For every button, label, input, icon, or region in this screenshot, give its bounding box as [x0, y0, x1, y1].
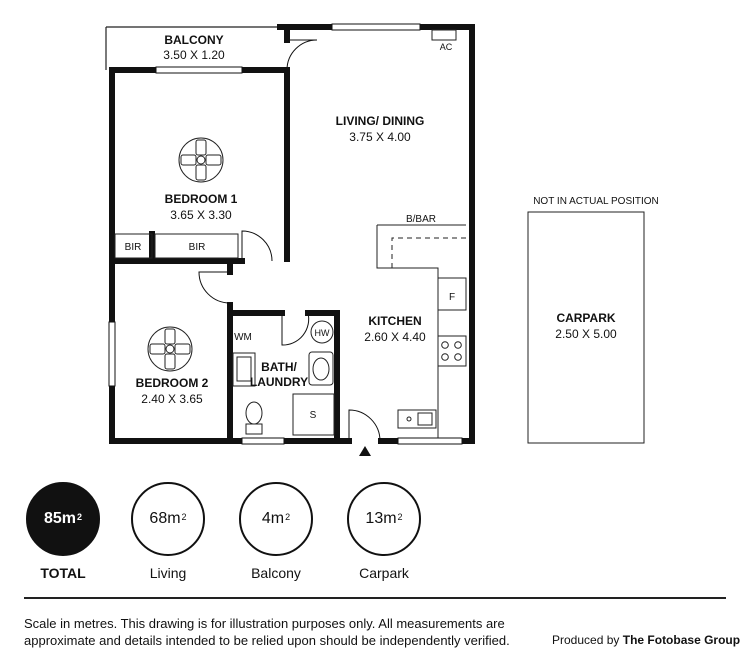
carpark-note: NOT IN ACTUAL POSITION	[533, 196, 659, 207]
stat-total-label: TOTAL	[40, 565, 86, 581]
living-name: LIVING/ DINING	[335, 114, 425, 128]
ceiling-fan-icon	[148, 327, 192, 371]
wm-label: WM	[234, 332, 252, 343]
ac-unit	[432, 30, 456, 40]
shower-label: S	[309, 410, 317, 421]
producer-brand: The Fotobase Group	[622, 633, 741, 647]
disclaimer: Scale in metres. This drawing is for illustration purposes only. All measurements are approximate and details intended to be relied upon should be independently verified.	[24, 616, 510, 648]
bedroom2-dims: 2.40 X 3.65	[141, 392, 203, 406]
carpark-dims: 2.50 X 5.00	[555, 327, 617, 341]
stat-total-circle	[26, 482, 100, 556]
entry-arrow	[359, 446, 371, 456]
stat-balcony	[233, 482, 319, 581]
kitchen-name: KITCHEN	[368, 314, 422, 328]
kitchen-dims: 2.60 X 4.40	[364, 330, 426, 344]
living-dims: 3.75 X 4.00	[349, 130, 411, 144]
stat-balcony-sup: 2	[285, 512, 291, 522]
bedroom2-name: BEDROOM 2	[135, 376, 209, 390]
stat-total	[20, 482, 106, 581]
bath-name-line2: LAUNDRY	[249, 375, 309, 389]
stat-carpark-label: Carpark	[359, 565, 409, 581]
bir-small-label: BIR	[124, 242, 142, 253]
stat-living-circle	[131, 482, 205, 556]
stat-living-value: 68m	[149, 510, 181, 527]
stat-living-label: Living	[149, 565, 187, 581]
stat-balcony-value: 4m	[261, 510, 285, 527]
stat-balcony-label: Balcony	[251, 565, 301, 581]
stat-living	[125, 482, 211, 581]
hw-label: HW	[314, 328, 330, 338]
stat-balcony-circle	[239, 482, 313, 556]
stat-total-sup: 2	[77, 512, 83, 522]
balcony-name: BALCONY	[164, 33, 224, 47]
bath-name-line1: BATH/	[261, 360, 297, 374]
stat-carpark-circle	[347, 482, 421, 556]
footer-divider	[24, 597, 726, 599]
producer-credit	[552, 633, 740, 647]
carpark-name: CARPARK	[556, 311, 616, 325]
stat-total-value: 85m	[43, 510, 76, 527]
ceiling-fan-icon	[179, 138, 223, 182]
balcony-dims: 3.50 X 1.20	[163, 48, 225, 62]
stat-carpark	[341, 482, 427, 581]
bbar-label: B/BAR	[405, 214, 437, 225]
bedroom1-name: BEDROOM 1	[164, 192, 238, 206]
stat-carpark-value: 13m	[365, 510, 397, 527]
ac-label: AC	[439, 42, 453, 52]
produced-by-text: Produced by	[552, 633, 620, 647]
stat-living-sup: 2	[181, 512, 187, 522]
bedroom1-dims: 3.65 X 3.30	[170, 208, 232, 222]
bir-large-label: BIR	[188, 242, 206, 253]
stat-carpark-sup: 2	[397, 512, 403, 522]
fridge-label: F	[448, 292, 456, 303]
